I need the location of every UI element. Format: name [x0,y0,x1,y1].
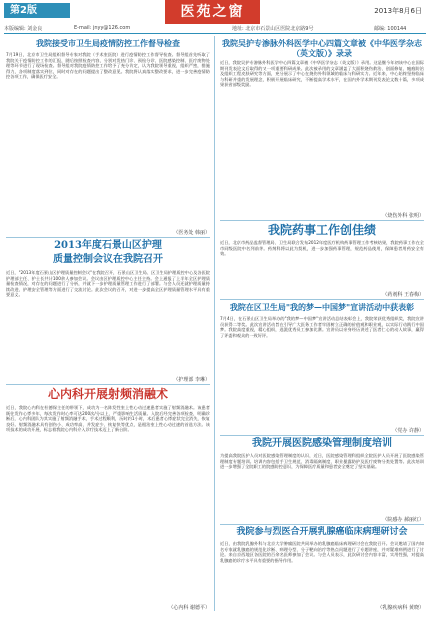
office-address: 地址: 北京市石景山区医院北京路9号 [232,26,314,32]
article-8-title: 我院参与烈医合开展乳腺癌临床病理研讨会 [236,527,408,537]
editor-email: E-mail: jnyy@126.com [74,25,131,31]
article-3-byline: （心内科 谢德平） [168,605,210,611]
article-4-byline: （烧伤外科 张明） [382,213,424,219]
article-6-body: 7月4日，在石景山区卫生局举办的"我的梦—中国梦"宣讲活动总结表彰会上，我院荣获优秀组织奖，我院宣讲员获得二等奖。此次宣讲活动旨在引导广大医务工作者牢固树立正确的价值观和职业观，以实际行动践行中国梦。我院高度重视，精心组织，选派优秀员工参加比赛。宣讲员以亲身经历讲述了医者仁心的动人故事，赢得了评委和观众的一致好评。 [220,316,424,338]
article-6-title: 我院在区卫生局"我的梦—中国梦"宣讲活动中获表彰 [229,302,415,312]
article-8-body: 近日，由我院乳腺外科与北京大学肿瘤医院共同举办的乳腺癌临床病理研讨会在我院召开。会议邀请了国内知名专家就乳腺癌的规范化诊断、病理分型、分子靶向治疗等热点问题进行了专题讲座，并对疑难病例进行了讨论。来自京西地区各医院的百余名医师参加了会议。与会人员表示，此次研讨会内容丰富，实用性强，对提高乳腺癌的诊疗水平具有重要的指导作用。 [220,541,424,563]
divider [220,220,424,221]
article-5-title: 我院药事工作创佳绩 [267,223,376,237]
article-2-body: 近日，"2013年度石景山区护理质量控制会议"在我院召开，石景山区卫生局、区卫生局护理质控中心及各医院护理部主任、护士长共计100余人参加会议。会议由区护理质控中心主任主持。会上通报了上半年全区护理质量检查情况，对存在的问题进行了分析，并就下一步护理质量管理工作进行了部署。与会人员还就护理质量持续改进、护理安全管理等方面进行了交流讨论。此次会议的召开，对进一步提高全区护理质量管理水平具有重要意义。 [6,270,210,298]
article-8-byline: （乳腺疾病科 黄晓） [377,605,424,611]
article-2-title-line-2: 质量控制会议在我院召开 [53,254,163,265]
masthead [0,0,430,22]
article-4-title: 我院吴护专渗脉外科医学中心四篇文章被《中华医学杂志（英文版）》录录 [222,38,422,58]
editor-credit: 本版编辑: 刘金良 [4,26,43,32]
divider [220,435,424,436]
divider [6,384,210,385]
issue-date: 2013年8月6日 [374,7,422,15]
masthead-info-line [4,24,426,34]
article-7-byline: （院感办 郝丽红） [382,517,424,523]
divider [220,524,424,525]
article-2-title-line-1: 2013年度石景山区护理 [54,240,162,251]
article-1-body: 7月19日，北京市卫生局组织督导专家对我院（手术室医院）进行疫情防控工作督导检查。督导组首先听取了我院关于疫情防控工作的汇报，随后按照检查内容，分别对发热门诊、预检分诊、医院感染控制、医疗废物处理等环节进行了现场检查。督导组对我院疫情防控工作给予了充分肯定，认为我院领导重视，组织严密，措施得力，各项制度落实到位，同时对存在的问题提出了整改意见。我院将认真落实整改要求，进一步完善疫情防控各项工作，确保医疗安全。 [6,52,210,80]
article-5-byline: （药剂科 王春梅） [382,292,424,298]
article-1-title: 我院接受市卫生局疫情防控工作督导检查 [36,38,180,48]
postcode: 邮编: 100144 [374,26,407,32]
page-number-tag: 第2版 [4,3,70,18]
article-4-body: 近日，我院吴护专渗脉外科医学中心四篇文章被《中华医学杂志（英文版）》录用。这是继今年初该中心在国际期刊发表论文后取得的又一项重要科研成果。此次被录用的文章涵盖了大面积烧伤救治、创面修复、瘢痕防治及组织工程皮肤研究等方面，充分展示了中心在烧伤外科领域的临床与科研实力。近年来，中心始终坚持临床与科研并重的发展理念，积极开展临床研究，不断提高学术水平，在国内外学术期刊发表论文数十篇，多项成果获省部级奖励。 [220,60,424,88]
article-3-title: 心内科开展射频消融术 [47,387,168,401]
article-7-body: 为提高我院医护人员对医院感染管理制度的认识，近日，医院感染管理科组织全院医护人员开展了医院感染管理制度专题培训。培训内容包括手卫生规范、消毒隔离制度、职业暴露防护及医疗废物分类处置等。此次培训进一步增强了全院职工的院感防控意识，为保障医疗质量和患者安全奠定了坚实基础。 [220,453,424,470]
article-6-byline: （党办 许静） [392,428,424,434]
divider [6,237,210,238]
article-7-title: 我院开展医院感染管理制度培训 [252,438,392,449]
article-1-byline: （医务处 韩丽） [173,230,210,236]
column-divider [214,36,215,611]
article-5-body: 近日，北京市药品监督管理局、卫生局联合发布2012年度医疗机构药事管理工作考核结果，我院药事工作在全市同级医院中名列前茅。药剂科将以此为契机，进一步加强药事管理，规范药品使用，保障患者用药安全有效。 [220,240,424,257]
article-3-body: 近日，我院心内科在杜德保主任的带领下，成功为一名阵发性室上性心动过速患者实施了射频消融术。该患者既往发作心悸多年，每次发作时心率可达200次/分以上，严重影响生活质量。入院后经完善各项检查，明确诊断后，心内科团队为其实施了射频消融手术，手术过程顺利，历时约1小时，术后患者心悸症状完全消失，恢复良好。射频消融术具有创伤小、成功率高、并发症少、恢复快等优点，是根治室上性心动过速的首选方法。该项技术的成功开展，标志着我院心内科介入诊疗技术迈上了新台阶。 [6,405,210,433]
article-2-byline: （护理部 李琳） [173,377,210,383]
divider [220,299,424,300]
section-banner: 医苑之窗 [165,0,260,24]
